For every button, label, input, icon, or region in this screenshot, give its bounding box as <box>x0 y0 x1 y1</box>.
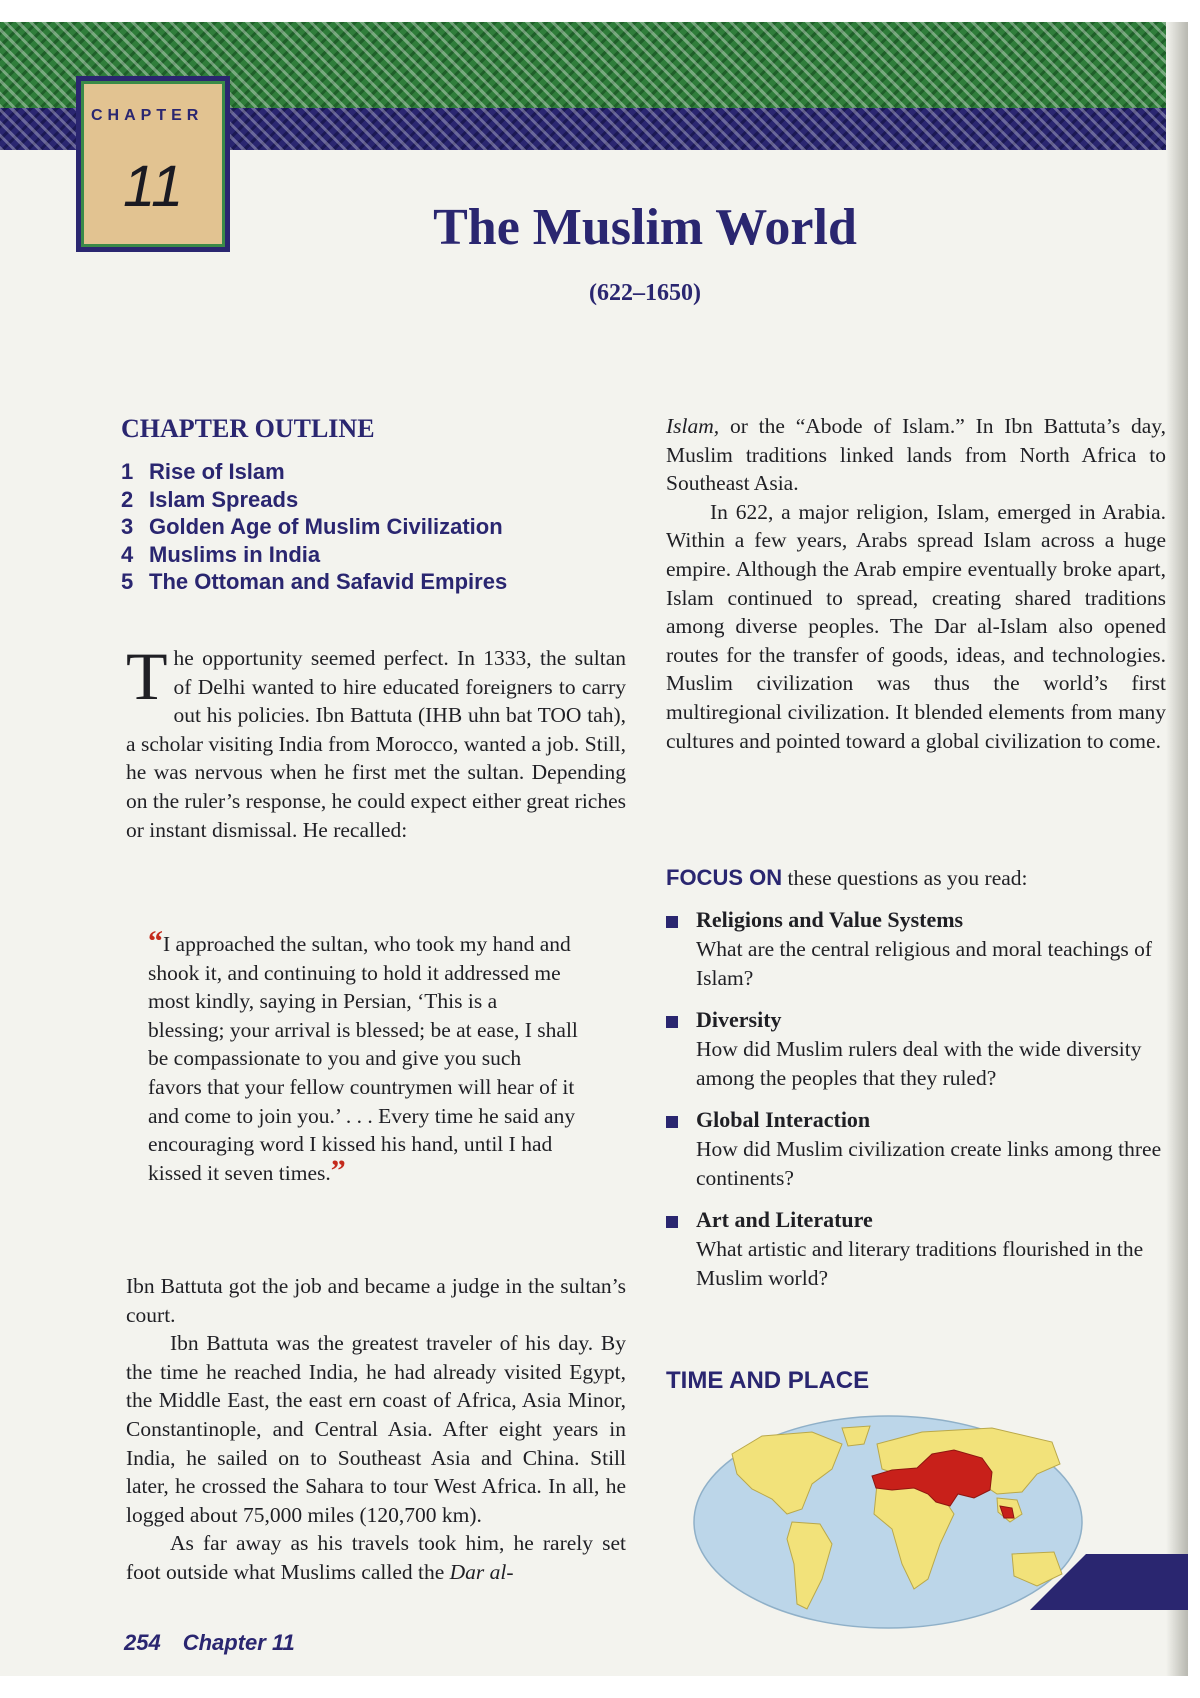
body-text-right <box>666 412 1166 755</box>
date-range: (622–1650) <box>589 280 701 306</box>
focus-item-title: Religions and Value Systems <box>696 907 964 932</box>
page-title: The Muslim World <box>433 199 857 256</box>
quote-open-mark: “ <box>148 925 163 958</box>
outline-item-number: 5 <box>121 569 134 594</box>
bullet-square-icon <box>666 1116 678 1128</box>
outline-item <box>121 568 507 596</box>
focus-item-title: Global Interaction <box>696 1107 871 1132</box>
outline-item <box>121 458 507 486</box>
paragraph-after-quote: Ibn Battuta got the job and became a judge in the sultan’s court. <box>126 1274 626 1327</box>
bullet-square-icon <box>666 1216 678 1228</box>
continued-text: or the “Abode of Islam.” In Ibn Battuta’s day, Muslim traditions linked lands from North Africa to Southeast Asia. <box>666 414 1166 496</box>
outline-item-label: Islam Spreads <box>149 486 299 512</box>
quote-text: I approached the sultan, who took my hand and shook it, and continuing to hold it addressed me most kindly, saying in Persian, ‘This is a blessing; your arrival is blessed; be at ease, I shall be compassionate to you and give you such favors that your fellow countrymen will hear of it and come to join you.’ . . . Every time he said any encouraging word I kissed his hand, until I had kissed it seven times. <box>148 932 578 1185</box>
outline-item-label: Muslims in India <box>149 541 321 567</box>
focus-item-question: What artistic and literary traditions flourished in the Muslim world? <box>696 1237 1144 1290</box>
body-text-left <box>126 1272 626 1587</box>
page-number: 254 <box>124 1630 161 1655</box>
bullet-square-icon <box>666 1016 678 1028</box>
paragraph-far-text: As far away as his travels took him, he rarely set foot outside what Muslims called the <box>126 1531 626 1584</box>
bullet-square-icon <box>666 916 678 928</box>
world-map <box>692 1414 1084 1630</box>
drop-cap: T <box>126 638 168 714</box>
focus-item-question: What are the central religious and moral teachings of Islam? <box>696 937 1153 990</box>
chapter-label: CHAPTER <box>91 107 204 124</box>
outline-item <box>121 486 507 514</box>
islam-italic: Islam, <box>666 414 720 438</box>
block-quote <box>148 925 578 1187</box>
outline-item <box>121 513 507 541</box>
focus-on-label: FOCUS ON <box>666 865 783 890</box>
chapter-reference: Chapter 11 <box>182 1630 295 1655</box>
chapter-number: 11 <box>123 154 184 219</box>
intro-text: he opportunity seemed perfect. In 1333, the sultan of Delhi wanted to hire educated foreigners to carry out his policies. Ibn Battuta (IHB uhn bat TOO tah), a scholar visiting India from Morocco, wanted a job. Still, he was nervous when he first met the sultan. Depending on the ruler’s response, he could expect either great riches or instant dismissal. He recalled: <box>126 646 626 842</box>
outline-heading: CHAPTER OUTLINE <box>121 414 375 443</box>
outline-item-label: Golden Age of Muslim Civilization <box>149 514 503 539</box>
focus-item-title: Art and Literature <box>696 1207 873 1232</box>
paragraph-622: In 622, a major religion, Islam, emerged in Arabia. Within a few years, Arabs spread Islam across a huge empire. Although the Arab empire eventually broke apart, Islam continued to spread, creating shared traditions among diverse peoples. The Dar al-Islam also opened routes for the transfer of goods, ideas, and technologies. Muslim civilization was thus the world’s first multiregional civilization. It blended elements from many cultures and pointed toward a global civilization to come. <box>666 499 1166 753</box>
outline-item-number: 4 <box>121 541 134 567</box>
focus-on-intro <box>666 865 1028 891</box>
outline-item-number: 1 <box>121 459 134 484</box>
time-and-place-heading: TIME AND PLACE <box>666 1367 870 1394</box>
outline-item-label: Rise of Islam <box>149 459 285 484</box>
intro-paragraph <box>126 638 626 844</box>
outline-item <box>121 541 507 569</box>
dar-al-italic: Dar al- <box>449 1559 514 1584</box>
outline-item-label: The Ottoman and Safavid Empires <box>149 569 508 594</box>
focus-item-title: Diversity <box>696 1007 782 1032</box>
outline-list <box>121 458 507 596</box>
textbook-page <box>0 22 1188 1676</box>
focus-item-question: How did Muslim rulers deal with the wide diversity among the peoples that they ruled? <box>696 1037 1142 1090</box>
paragraph-continued <box>666 412 1166 498</box>
page-footer <box>124 1630 295 1656</box>
outline-item-number: 3 <box>121 514 134 539</box>
outline-item-number: 2 <box>121 486 134 512</box>
focus-item-question: How did Muslim civilization create links among three continents? <box>696 1137 1162 1190</box>
paragraph-far-away <box>126 1529 626 1586</box>
quote-close-mark: ” <box>330 1153 346 1187</box>
paragraph-traveler: Ibn Battuta was the greatest traveler of his day. By the time he reached India, he had already visited Egypt, the Middle East, the east ern coast of Africa, Asia Minor, Constantinople, and Central Asia. After eight years in India, he sailed on to Southeast Asia and China. Still later, he crossed the Sahara to tour West Africa. In all, he logged about 75,000 miles (120,700 km). <box>126 1331 626 1527</box>
chapter-badge <box>76 76 230 252</box>
focus-on-text: these questions as you read: <box>782 866 1028 890</box>
page-curl-edge <box>1166 22 1188 1676</box>
